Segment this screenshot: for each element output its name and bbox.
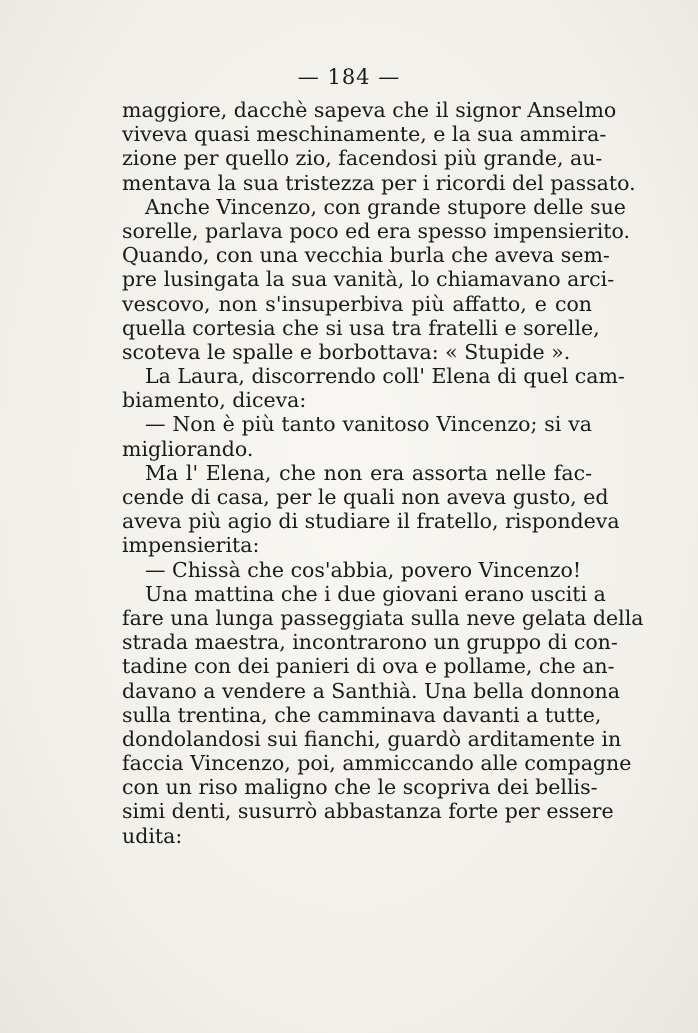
text-line: biamento, diceva: [122,388,307,413]
text-line: La Laura, discorrendo coll' Elena di quel cam- [145,364,625,389]
page-number: — 184 — [297,65,401,89]
text-line: sorelle, parlava poco ed era spesso impensierito. [122,218,630,243]
text-line: maggiore, dacchè sapeva che il signor Anselmo [122,98,617,122]
text-line: udita: [122,823,183,848]
text-line: mentava la sua tristezza per i ricordi del passato. [122,170,636,195]
text-line: vescovo, non s'insuperbiva più affatto, e con [122,291,592,316]
text-line: Una mattina che i due giovani erano usciti a [145,581,606,606]
text-line: simi denti, susurrò abbastanza forte per essere [122,799,614,824]
text-line: Ma l' Elena, che non era assorta nelle fac- [145,460,592,485]
text-line: zione per quello zio, facendosi più grande, au- [122,146,603,171]
text-line: cende di casa, per le quali non aveva gusto, ed [122,485,609,509]
text-line: pre lusingata la sua vanità, lo chiamavano arci- [122,267,615,292]
text-line: Anche Vincenzo, con grande stupore delle sue [145,194,626,219]
text-line: davano a vendere a Santhià. Una bella donnona [122,678,620,703]
text-line: scoteva le spalle e borbottava: « Stupide ». [122,339,571,364]
text-line: migliorando. [122,436,254,461]
text-line: impensierita: [122,533,260,558]
text-line: strada maestra, incontrarono un gruppo di con- [122,630,618,655]
text-line: viveva quasi meschinamente, e la sua ammira- [122,122,607,147]
text-line: quella cortesia che si usa tra fratelli e sorelle, [122,315,600,340]
text-line: — Chissà che cos'abbia, povero Vincenzo! [145,557,582,582]
text-line: fare una lunga passeggiata sulla neve gelata della [122,605,644,630]
body-text [122,98,644,848]
text-line: aveva più agio di studiare il fratello, rispondeva [122,509,620,534]
text-line: dondolandosi sui fianchi, guardò arditamente in [122,726,622,751]
text-line: tadine con dei panieri di ova e pollame, che an- [122,654,615,679]
text-line: faccia Vincenzo, poi, ammiccando alle compagne [122,751,632,776]
text-line: sulla trentina, che camminava davanti a tutte, [122,702,602,727]
text-line: — Non è più tanto vanitoso Vincenzo; si va [145,412,592,437]
text-line: con un riso maligno che le scopriva dei bellis- [122,775,598,800]
text-line: Quando, con una vecchia burla che aveva sem- [122,243,610,268]
